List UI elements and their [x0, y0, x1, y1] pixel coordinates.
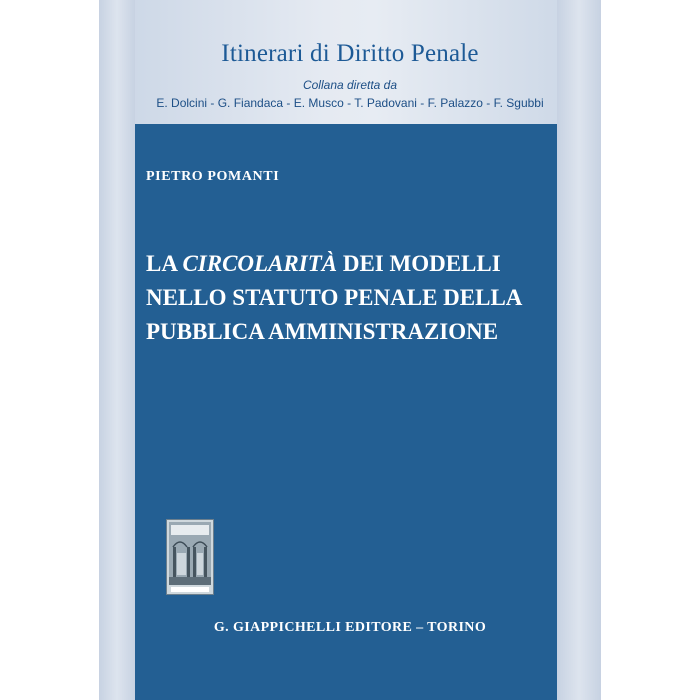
series-editors: E. Dolcini - G. Fiandaca - E. Musco - T. Padovani - F. Palazzo - F. Sgubbi	[156, 96, 544, 110]
title-line-1	[146, 247, 566, 281]
title-line-1-prefix: LA	[146, 251, 183, 276]
series-subtitle: Collana diretta da	[302, 78, 398, 92]
book-cover	[99, 0, 601, 700]
publisher-name: G. GIAPPICHELLI EDITORE – TORINO	[213, 620, 487, 635]
author-name: PIETRO POMANTI	[146, 169, 280, 184]
series-title: Itinerari di Diritto Penale	[221, 40, 479, 67]
publisher-logo-icon	[166, 519, 214, 595]
book-title	[146, 247, 566, 349]
title-line-1-italic: CIRCOLARITÀ	[182, 251, 338, 276]
title-line-3: PUBBLICA AMMINISTRAZIONE	[146, 319, 499, 344]
title-line-1-suffix: DEI MODELLI	[337, 251, 501, 276]
title-line-2: NELLO STATUTO PENALE DELLA	[146, 285, 523, 310]
